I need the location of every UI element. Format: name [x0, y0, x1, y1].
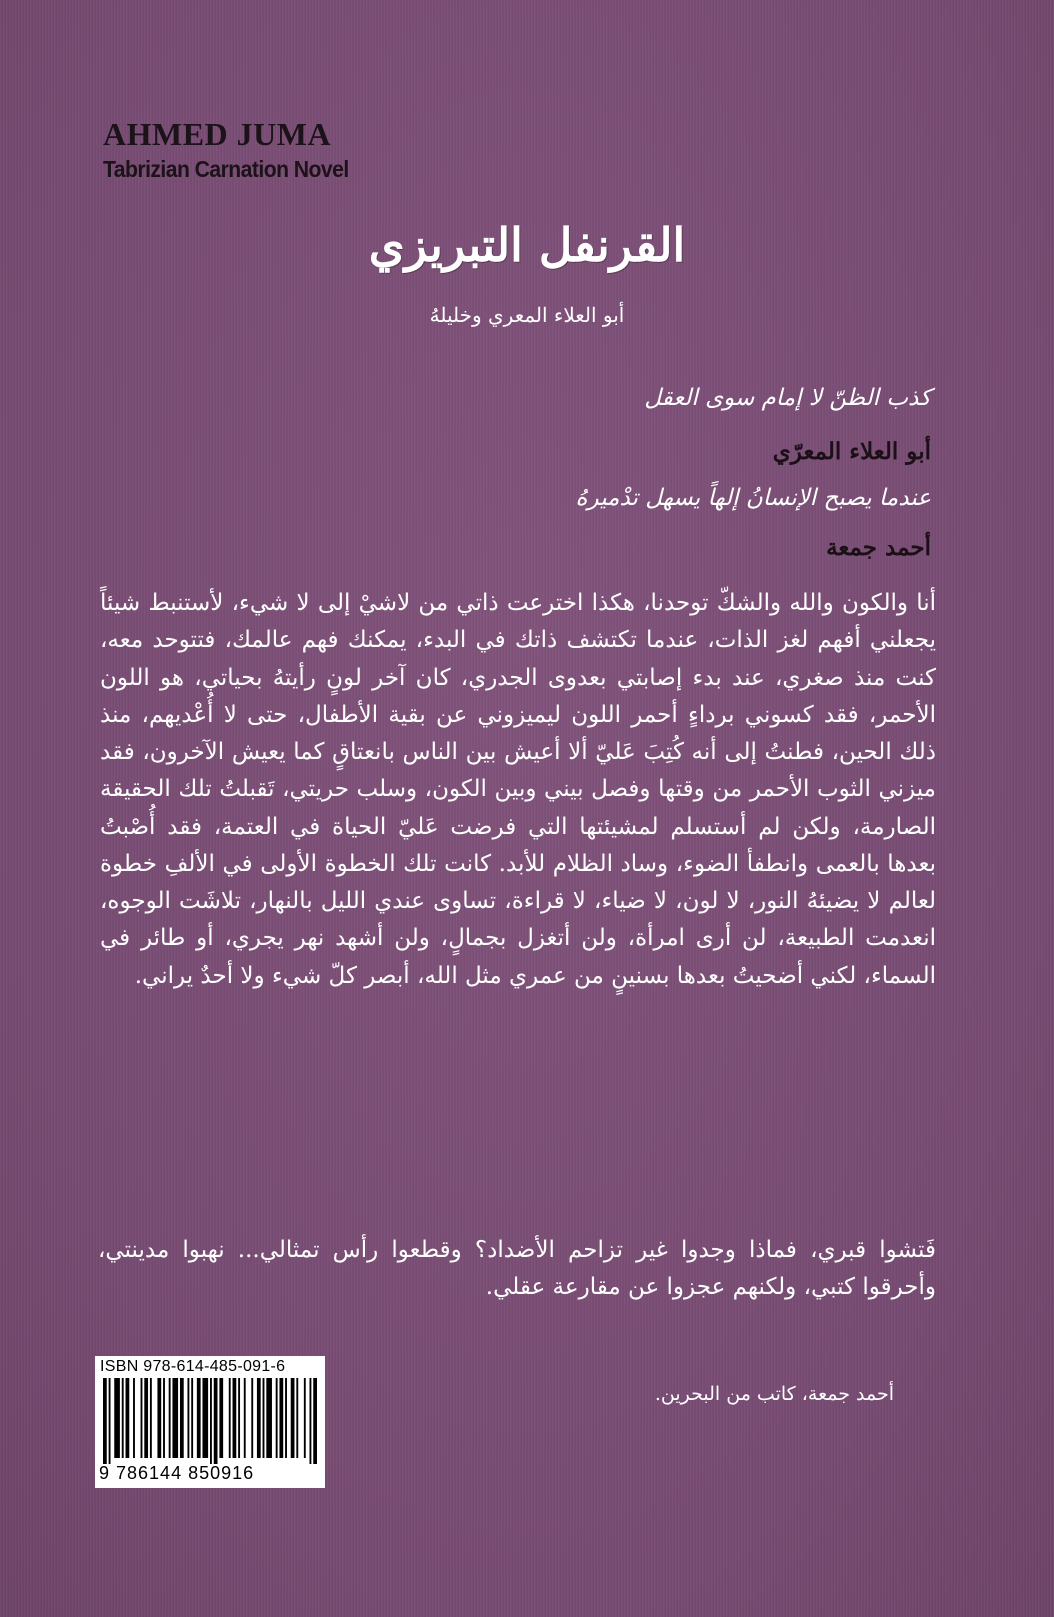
barcode-bar: [114, 1378, 120, 1458]
quote-maarri: كذب الظنّ لا إمام سوى العقل: [644, 385, 931, 411]
barcode-bar: [141, 1378, 143, 1458]
barcode-bar: [122, 1378, 124, 1458]
barcode-bar: [150, 1378, 152, 1458]
book-title-en: Tabrizian Carnation Novel: [103, 156, 349, 182]
barcode-bars-icon: [103, 1378, 317, 1464]
barcode-bar: [309, 1378, 311, 1464]
barcode-bar: [279, 1378, 283, 1458]
author-signature-line: أحمد جمعة، كاتب من البحرين.: [654, 1383, 894, 1405]
barcode-bar: [291, 1378, 295, 1458]
quote-juma: عندما يصبح الإنسانُ إلهاً يسهل تدْميرهُ: [575, 485, 931, 511]
barcode-bar: [229, 1378, 231, 1458]
barcode-bar: [313, 1378, 317, 1464]
quote-attribution-maarri: أبو العلاء المعرّي: [772, 438, 931, 465]
barcode-bar: [126, 1378, 130, 1458]
barcode-bar: [296, 1378, 298, 1458]
blurb-paragraph: أنا والكون والله والشكّ توحدنا، هكذا اخترعت ذاتي من لاشيْ إلى لا شيء، لأستنبط شيئاً يجعلني أفهم لغز الذات، عندما تكتشف ذاتك في البدء، يمكنك فهم عالمك، فتتوحد معه، كنت منذ صغري، عند بدء إصابتي بعدوى الجدري، كان آخر لونٍ رأيتهُ بحياتي، هو اللون الأحمر، فقد كسوني برداءٍ أحمر اللون ليميزوني عن بقية الأطفال، حتى لا أُعْديهم، منذ ذلك الحين، فطنتُ إلى أنه كُتِبَ عَليّ ألا أعيش بين الناس بانعتاقٍ كما يعيش الآخرون، فقد ميزني الثوب الأحمر من وقتها وفصل بيني وبين الكون، وسلب حريتي، تَقبلتُ تلك الحقيقة الصارمة، ولكن لم أستسلم لمشيئتها التي فرضت عَليّ الحياة في العتمة، فقد أُصْبتُ بعدها بالعمى وانطفأ الضوء، وساد الظلام للأبد. كانت تلك الخطوة الأولى في الألفِ خطوة لعالم لا يضيئهُ النور، لا لون، لا ضياء، لا قراءة، تساوى عندي الليل بالنهار، تلاشَت الوجوه، انعدمت الطبيعة، لن أرى امرأة، ولن أتغزل بجمالٍ، ولن أشهد نهر يجري، أو طائر في السماء، لكني أضحيتُ بعدها بسنينٍ من عمري مثل الله، أبصر كلّ شيء ولا أحدٌ يراني.: [100, 590, 936, 989]
barcode-digits: 9 786144 850916: [99, 1463, 255, 1483]
barcode-bar: [172, 1378, 178, 1458]
barcode-bar: [233, 1378, 237, 1458]
barcode-bar: [238, 1378, 240, 1458]
barcode-bar: [202, 1378, 208, 1458]
barcode-bar: [197, 1378, 201, 1458]
barcode-bar: [266, 1378, 272, 1458]
barcode-bar: [263, 1378, 265, 1458]
barcode-bar: [276, 1378, 278, 1458]
barcode-bar: [214, 1378, 218, 1464]
barcode-bar: [109, 1378, 111, 1464]
barcode-bar: [285, 1378, 287, 1458]
barcode-bar: [219, 1378, 223, 1458]
author-name-en: AHMED JUMA: [103, 116, 332, 152]
barcode-bar: [157, 1378, 161, 1458]
barcode-bar: [257, 1378, 261, 1458]
closing-paragraph: فَتشوا قبري، فماذا وجدوا غير تزاحم الأضداد؟ وقطعوا رأس تمثالي... نهبوا مدينتي، وأحرقوا كتبي، ولكنهم عجزوا عن مقارعة عقلي.: [98, 1237, 936, 1300]
barcode-bar: [133, 1378, 135, 1458]
barcode-bar: [244, 1378, 246, 1458]
barcode-bar: [191, 1378, 193, 1458]
barcode-bar: [210, 1378, 212, 1464]
book-title-ar: القرنفل التبريزي: [368, 218, 686, 272]
barcode-bar: [187, 1378, 189, 1458]
barcode-bar: [103, 1378, 107, 1464]
barcode-bar: [304, 1378, 306, 1458]
isbn-barcode: [95, 1356, 325, 1488]
isbn-label: ISBN 978-614-485-091-6: [100, 1358, 286, 1375]
quote-attribution-juma: أحمد جمعة: [826, 534, 931, 561]
barcode-bar: [180, 1378, 184, 1458]
barcode-bar: [163, 1378, 165, 1458]
barcode-bar: [169, 1378, 171, 1458]
barcode-bar: [144, 1378, 148, 1458]
book-subtitle-ar: أبو العلاء المعري وخليلهُ: [429, 303, 625, 327]
barcode-bar: [251, 1378, 253, 1458]
